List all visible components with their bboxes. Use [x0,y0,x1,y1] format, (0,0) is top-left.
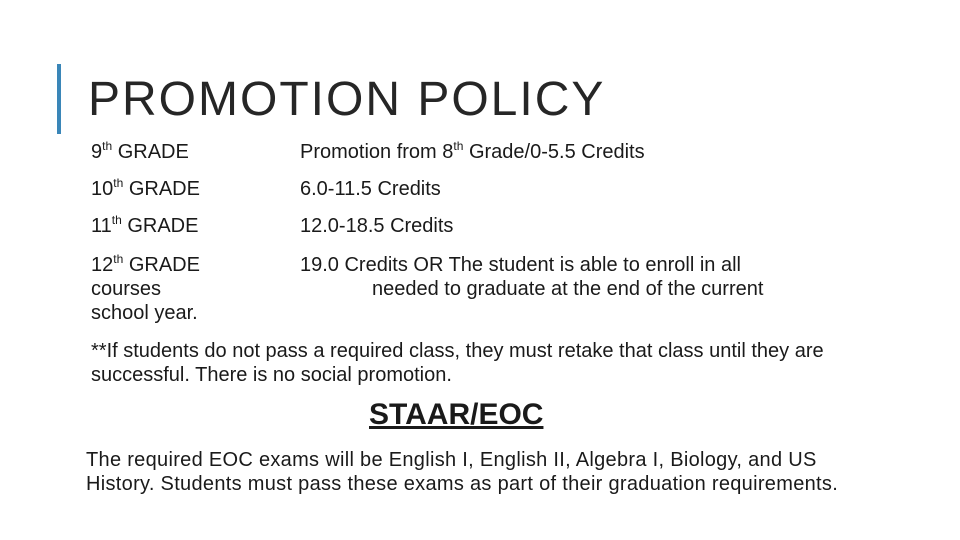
promotion-note: **If students do not pass a required class, they must retake that class until they are successful. There is no social promotion. [91,340,824,386]
grade-label: 11th GRADE [91,213,199,237]
grade-label: 12th GRADE [91,252,200,276]
grade-requirement-line-2: needed to graduate at the end of the current [372,278,764,300]
grade-requirement-wrap-courses: courses [91,278,162,300]
title-accent-bar [57,64,61,134]
staar-eoc-heading: STAAR/EOC [369,398,544,431]
grade-requirement-wrap-school-year: school year. [91,302,198,324]
grade-requirement-line-1: 19.0 Credits OR The student is able to enroll in all [300,254,741,276]
grade-label: 9th GRADE [91,139,189,163]
grade-label: 10th GRADE [91,176,200,200]
slide-title: PROMOTION POLICY [88,73,606,126]
grade-requirement: 6.0-11.5 Credits [300,178,441,200]
eoc-requirements-text: The required EOC exams will be English I, English II, Algebra I, Biology, and US History. Students must pass these exams as part of their graduation requirements. [86,449,839,495]
grade-requirement: 12.0-18.5 Credits [300,215,454,237]
grade-requirement: Promotion from 8th Grade/0-5.5 Credits [300,139,645,163]
